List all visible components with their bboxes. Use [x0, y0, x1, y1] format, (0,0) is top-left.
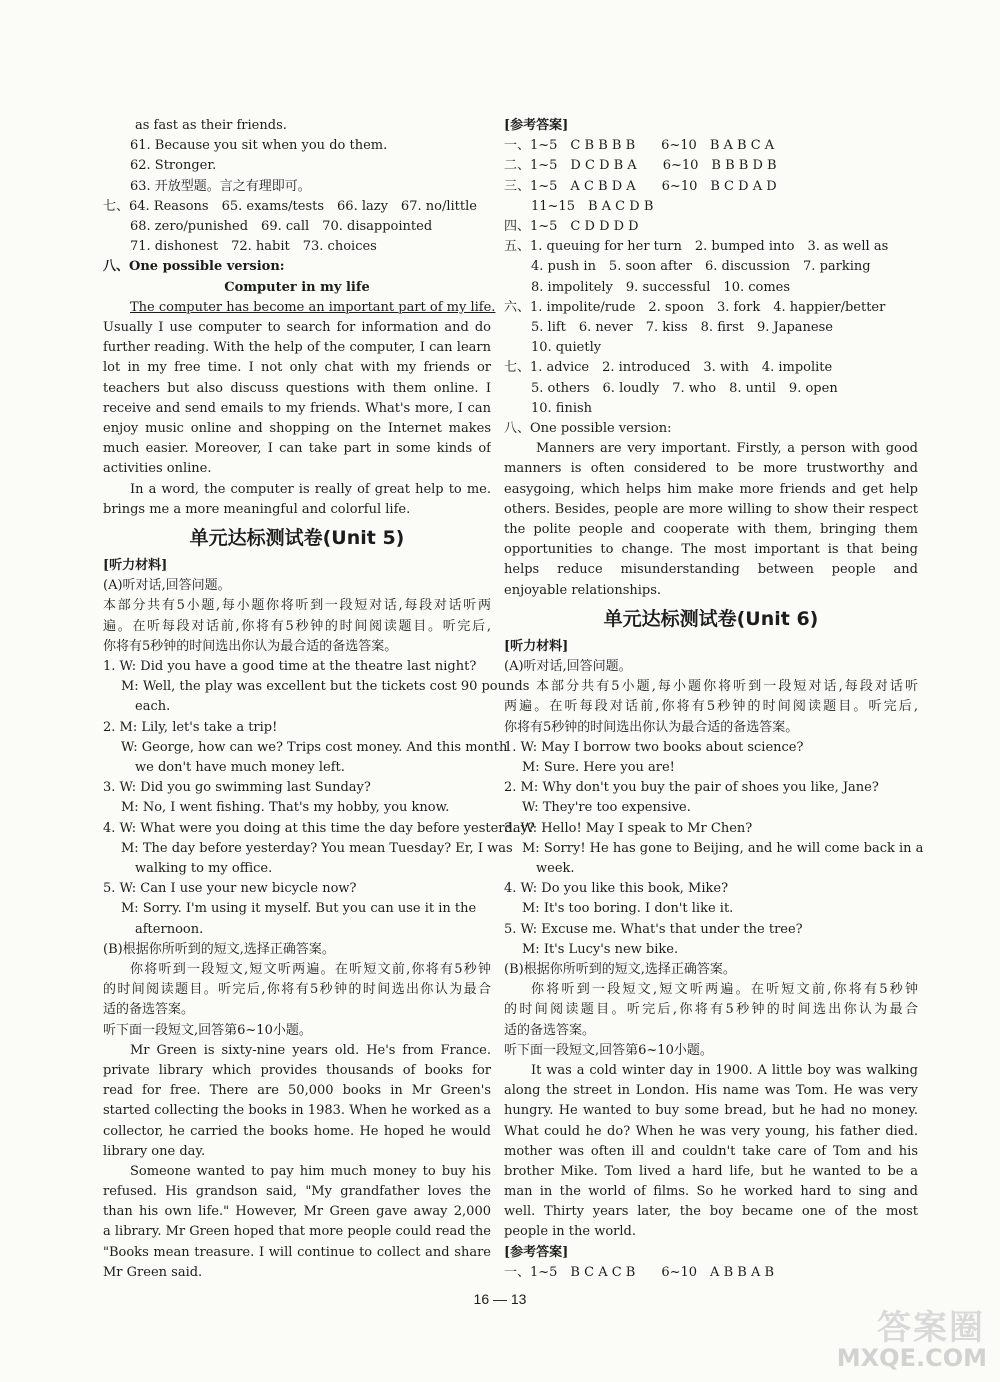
- text-line: What could he do? When he was very young, his father died.: [504, 1123, 918, 1139]
- text-line: 5. W: Can I use your new bicycle now?: [103, 881, 357, 897]
- section-label: [听力材料]: [504, 638, 569, 654]
- text-line: 1. W: May I borrow two books about science?: [504, 739, 804, 755]
- text-line: 七、64. Reasons 65. exams/tests 66. lazy 67. no/little: [103, 198, 477, 214]
- text-line: 5. others 6. loudly 7. who 8. until 9. open: [531, 380, 838, 396]
- text-line: 的时间阅读题目。听完后,你将有5秒钟的时间选出你认为最合: [103, 982, 491, 998]
- text-line: Usually I use computer to search for information and do: [103, 320, 491, 336]
- text-line: 听下面一段短文,回答第6~10小题。: [504, 1042, 713, 1058]
- text-line: lot in my free time. I not only chat with my friends or: [103, 360, 491, 376]
- text-line: 本部分共有5小题,每小题你将听到一段短对话,每段对话听: [536, 679, 918, 695]
- text-line: receive and send emails to my friends. What's more, I can: [103, 400, 491, 416]
- text-line: 二、1~5 D C D B A 6~10 B B B D B: [504, 158, 777, 174]
- text-line: collector, he carried the books home. He hoped he would: [103, 1123, 491, 1139]
- text-line: 一、1~5 B C A C B 6~10 A B B A B: [504, 1264, 775, 1280]
- text-line: W: They're too expensive.: [522, 800, 691, 816]
- text-line: M: It's Lucy's new bike.: [522, 941, 679, 957]
- text-line: 4. W: What were you doing at this time the day before yesterday?: [103, 820, 535, 836]
- text-line: (A)听对话,回答问题。: [504, 658, 632, 674]
- text-line: Mr Green is sixty-nine years old. He's from France.: [130, 1042, 491, 1058]
- watermark-text: 答案圈: [877, 1308, 985, 1348]
- text-line: Manners are very important. Firstly, a person with good: [536, 441, 918, 457]
- text-line: (B)根据你所听到的短文,选择正确答案。: [504, 961, 736, 977]
- text-line: (A)听对话,回答问题。: [103, 578, 231, 594]
- text-line: others. Besides, people are more willing to show their respect: [504, 501, 918, 517]
- text-line: brings me a more meaningful and colorful life.: [103, 501, 411, 517]
- text-line: hungry. He wanted to buy some bread, but he had no money.: [504, 1103, 918, 1119]
- text-line: 你将听到一段短文,短文听两遍。在听短文前,你将有5秒钟: [531, 982, 918, 998]
- text-line: Mr Green said.: [103, 1264, 203, 1280]
- text-line: M: No, I went fishing. That's my hobby, you know.: [121, 800, 450, 816]
- text-line: read for free. There are 50,000 books in Mr Green's: [103, 1083, 491, 1099]
- text-line: 1. W: Did you have a good time at the theatre last night?: [103, 658, 477, 674]
- text-line: refused. His grandson said, "My grandfather loves the: [103, 1184, 491, 1200]
- text-line: M: Sure. Here you are!: [522, 759, 675, 775]
- section-label: [听力材料]: [103, 557, 168, 573]
- text-line: further reading. With the help of the computer, I can learn: [103, 340, 491, 356]
- text-line: each.: [135, 699, 171, 715]
- text-line: 听下面一段短文,回答第6~10小题。: [103, 1022, 312, 1038]
- text-line: 适的备选答案。: [103, 1002, 195, 1018]
- text-line: the polite people and cooperate with them, bringing them: [504, 522, 918, 537]
- text-line: "Books mean treasure. I will continue to collect and share: [103, 1244, 491, 1260]
- text-line: M: It's too boring. I don't like it.: [522, 901, 734, 917]
- text-line: much easier. Moreover, I can take part in some kinds of: [103, 441, 491, 457]
- text-line: The computer has become an important part of my life.: [130, 299, 496, 315]
- text-line: 10. quietly: [531, 340, 602, 356]
- text-line: manners is often considered to be more trustworthy and: [504, 461, 918, 477]
- text-line: as fast as their friends.: [135, 118, 287, 133]
- text-line: W: George, how can we? Trips cost money. And this month: [121, 739, 508, 755]
- text-line: It was a cold winter day in 1900. A little boy was walking: [531, 1062, 918, 1078]
- text-line: walking to my office.: [135, 860, 273, 876]
- text-line: than his own life." However, Mr Green gave away 2,000: [103, 1204, 491, 1220]
- text-line: M: Sorry! He has gone to Beijing, and he will come back in a: [522, 840, 924, 856]
- text-line: we don't have much money left.: [135, 759, 345, 775]
- text-line: (B)根据你所听到的短文,选择正确答案。: [103, 941, 335, 957]
- text-line: 10. finish: [531, 400, 593, 416]
- text-line: 62. Stronger.: [130, 158, 217, 174]
- text-line: library one day.: [103, 1143, 206, 1159]
- text-line: week.: [536, 860, 575, 876]
- text-line: 71. dishonest 72. habit 73. choices: [130, 239, 377, 255]
- text-line: enjoyable relationships.: [504, 582, 662, 598]
- section-label: [参考答案]: [504, 1244, 569, 1260]
- text-line: 六、1. impolite/rude 2. spoon 3. fork 4. happier/better: [504, 299, 886, 315]
- section-label: [参考答案]: [504, 118, 569, 133]
- text-line: 八、One possible version:: [504, 421, 672, 437]
- left-column: [103, 116, 535, 1283]
- text-line: 的时间阅读题目。听完后,你将有5秒钟的时间选出你认为最合: [504, 1002, 918, 1018]
- right-column: [504, 116, 924, 1283]
- text-line: brother Mike. Tom lived a hard life, but he wanted to be a: [504, 1163, 918, 1179]
- text-line: 你将有5秒钟的时间选出你认为最合适的备选答案。: [103, 638, 398, 654]
- text-line: Someone wanted to pay him much money to buy his: [130, 1163, 491, 1179]
- text-line: private library which provides thousands of books for: [103, 1062, 491, 1078]
- text-line: activities online.: [103, 461, 212, 477]
- watermark-url: MXQE.COM: [836, 1344, 987, 1372]
- text-line: along the street in London. His name was Tom. He was very: [504, 1083, 918, 1099]
- text-line: M: Sorry. I'm using it myself. But you can use it in the: [121, 901, 477, 917]
- text-line: 3. W: Hello! May I speak to Mr Chen?: [504, 820, 753, 836]
- text-line: 2. M: Why don't you buy the pair of shoes you like, Jane?: [504, 780, 879, 796]
- text-line: 11~15 B A C D B: [531, 198, 654, 214]
- text-line: helps reduce misunderstanding between people and: [504, 562, 918, 578]
- text-line: 本部分共有5小题,每小题你将听到一段短对话,每段对话听两: [103, 598, 491, 614]
- text-line: enjoy music online and shopping on the Internet makes: [103, 420, 491, 436]
- text-line: well. Thirty years later, the boy became one of the most: [504, 1204, 918, 1220]
- text-line: a library. Mr Green hoped that more people could read the: [103, 1224, 491, 1240]
- text-line: 适的备选答案。: [504, 1022, 596, 1038]
- text-line: 63. 开放型题。言之有理即可。: [130, 178, 311, 194]
- text-line: 5. W: Excuse me. What's that under the tree?: [504, 921, 803, 937]
- text-line: 61. Because you sit when you do them.: [130, 138, 388, 154]
- text-line: mother was often ill and couldn't take care of Tom and his: [504, 1143, 918, 1159]
- text-line: 两遍。在听每段对话前,你将有5秒钟的时间阅读题目。听完后,: [504, 699, 918, 715]
- text-line: 3. W: Did you go swimming last Sunday?: [103, 780, 371, 796]
- text-line: M: Well, the play was excellent but the tickets cost 90 pounds: [121, 679, 530, 695]
- text-line: people in the world.: [504, 1224, 637, 1240]
- text-line: 四、1~5 C D D D D: [504, 219, 639, 235]
- text-line: opportunities to change. The most important is that being: [504, 542, 918, 558]
- text-line: M: The day before yesterday? You mean Tuesday? Er, I was: [121, 840, 513, 856]
- text-line: 八、One possible version:: [103, 259, 285, 275]
- text-line: 68. zero/punished 69. call 70. disappointed: [130, 219, 433, 235]
- text-line: easygoing, which helps him make more friends and get help: [504, 481, 918, 497]
- text-line: 你将有5秒钟的时间选出你认为最合适的备选答案。: [504, 719, 799, 735]
- text-line: man in the world of films. So he worked hard to sing and: [504, 1184, 918, 1200]
- text-line: 5. lift 6. never 7. kiss 8. first 9. Japanese: [531, 320, 833, 336]
- text-line: 五、1. queuing for her turn 2. bumped into 3. as well as: [504, 239, 889, 255]
- section-heading: 单元达标测试卷(Unit 6): [603, 607, 819, 630]
- text-line: 遍。在听每段对话前,你将有5秒钟的时间阅读题目。听完后,: [103, 618, 491, 634]
- text-line: 2. M: Lily, let's take a trip!: [103, 719, 278, 735]
- text-line: teachers but also discuss questions with them online. I: [103, 380, 491, 396]
- text-line: started collecting the books in 1983. When he worked as a: [103, 1103, 491, 1119]
- text-line: 七、1. advice 2. introduced 3. with 4. impolite: [504, 360, 833, 376]
- essay-title: Computer in my life: [224, 279, 370, 295]
- text-line: 你将听到一段短文,短文听两遍。在听短文前,你将有5秒钟: [130, 961, 491, 977]
- text-line: 4. W: Do you like this book, Mike?: [504, 881, 729, 897]
- text-line: 三、1~5 A C B D A 6~10 B C D A D: [504, 178, 777, 194]
- text-line: 8. impolitely 9. successful 10. comes: [531, 279, 791, 295]
- text-line: 一、1~5 C B B B B 6~10 B A B C A: [504, 138, 775, 154]
- watermark-logo: [795, 1300, 995, 1380]
- text-line: 4. push in 5. soon after 6. discussion 7. parking: [531, 259, 871, 275]
- text-line: In a word, the computer is really of great help to me.: [130, 481, 491, 497]
- section-heading: 单元达标测试卷(Unit 5): [189, 526, 405, 549]
- text-line: afternoon.: [135, 921, 204, 937]
- page-number: 16 — 13: [473, 1291, 527, 1307]
